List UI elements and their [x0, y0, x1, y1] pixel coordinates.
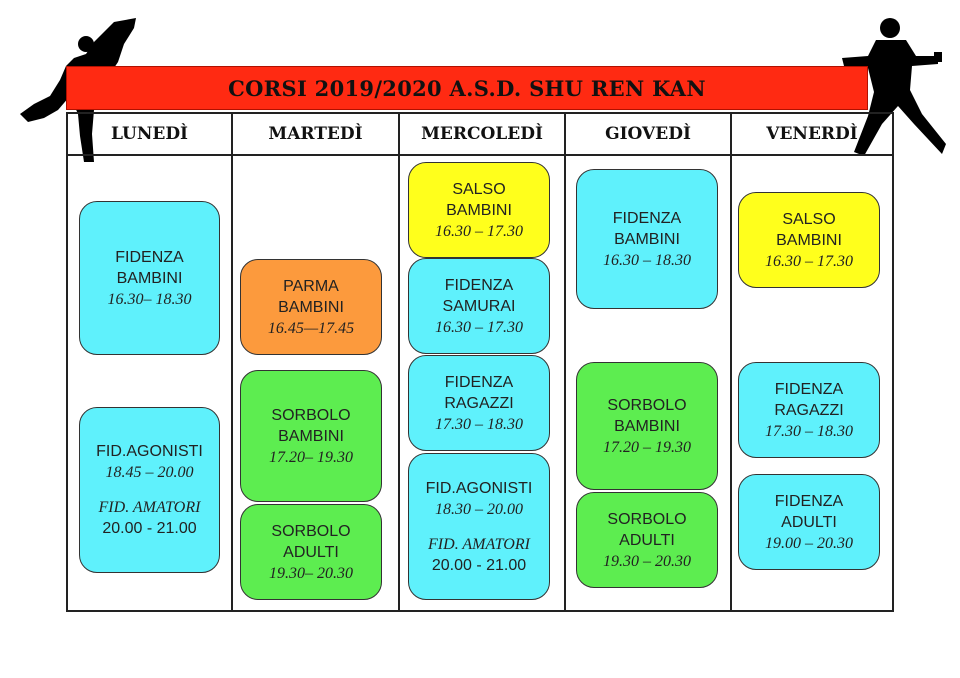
course-card	[79, 407, 220, 573]
course-group: BAMBINI	[278, 298, 344, 316]
course-time: 17.30 – 18.30	[765, 422, 853, 440]
course-time: 19.00 – 20.30	[765, 534, 853, 552]
column-divider	[730, 114, 732, 610]
course-card	[408, 453, 550, 600]
course-group: RAGAZZI	[774, 401, 844, 419]
course-group: BAMBINI	[614, 417, 680, 435]
course-location: SORBOLO	[607, 510, 687, 528]
course-location: SORBOLO	[271, 406, 351, 424]
course-location: FIDENZA	[115, 248, 184, 266]
course-location: FIDENZA	[444, 276, 514, 294]
day-monday: LUNEDÌ	[110, 124, 189, 144]
course-location: FIDENZA	[444, 373, 514, 391]
course-card	[576, 362, 718, 490]
course-card	[408, 162, 550, 258]
course-card	[576, 492, 718, 588]
course-group: BAMBINI	[776, 231, 842, 249]
course-location: PARMA	[283, 277, 339, 295]
course-card	[240, 504, 382, 600]
course-time: 20.00 - 21.00	[102, 520, 197, 537]
course-card	[738, 474, 880, 570]
course-group: ADULTI	[619, 531, 675, 549]
course-time: 17.30 – 18.30	[435, 415, 523, 433]
course-card	[408, 355, 550, 451]
course-time: 17.20– 19.30	[269, 448, 353, 466]
course-location: SALSO	[452, 180, 506, 198]
course-location: FIDENZA	[774, 492, 844, 510]
course-group: ADULTI	[283, 543, 339, 561]
course-location: FID.AGONISTI	[96, 443, 203, 460]
course-group: BAMBINI	[614, 230, 680, 248]
course-card	[240, 259, 382, 355]
course-card	[738, 192, 880, 288]
course-location: FIDENZA	[774, 380, 844, 398]
course-card	[738, 362, 880, 458]
day-tuesday: MARTEDÌ	[268, 124, 363, 144]
course-location: FIDENZA	[612, 209, 682, 227]
course-group: BAMBINI	[446, 201, 512, 219]
course-location: SORBOLO	[271, 522, 351, 540]
day-thursday: GIOVEDÌ	[605, 124, 691, 144]
course-card	[79, 201, 220, 355]
course-time: 16.45—17.45	[267, 319, 355, 337]
course-time: 16.30 – 17.30	[435, 318, 523, 336]
course-location: SORBOLO	[607, 396, 687, 414]
header-divider	[68, 154, 892, 156]
course-time: 18.30 – 20.00	[435, 500, 523, 518]
course-time: 17.20 – 19.30	[603, 438, 691, 456]
course-location: SALSO	[782, 210, 836, 228]
course-card	[576, 169, 718, 309]
title-banner	[66, 66, 868, 110]
course-time: 19.30– 20.30	[269, 564, 353, 582]
page-title: CORSI 2019/2020 A.S.D. SHU REN KAN	[228, 75, 706, 101]
day-friday: VENERDÌ	[766, 124, 858, 144]
course-location: FID.AGONISTI	[425, 479, 533, 497]
course-group: BAMBINI	[116, 269, 183, 287]
course-time: 16.30 – 18.30	[603, 251, 691, 269]
course-group: SAMURAI	[442, 297, 516, 315]
course-time: 20.00 - 21.00	[431, 556, 527, 574]
column-divider	[398, 114, 400, 610]
course-card	[408, 258, 550, 354]
column-divider	[231, 114, 233, 610]
day-wednesday: MERCOLEDÌ	[421, 124, 543, 144]
course-time: 19.30 – 20.30	[603, 552, 691, 570]
course-time: 18.45 – 20.00	[105, 464, 194, 481]
course-time: 16.30 – 17.30	[435, 222, 523, 240]
course-time: 16.30 – 17.30	[765, 252, 853, 270]
course-location: FID. AMATORI	[98, 499, 201, 516]
course-group: ADULTI	[781, 513, 837, 531]
course-time: 16.30– 18.30	[107, 290, 192, 308]
course-group: RAGAZZI	[444, 394, 514, 412]
course-card	[240, 370, 382, 502]
course-location: FID. AMATORI	[428, 535, 530, 553]
course-group: BAMBINI	[278, 427, 344, 445]
column-divider	[564, 114, 566, 610]
